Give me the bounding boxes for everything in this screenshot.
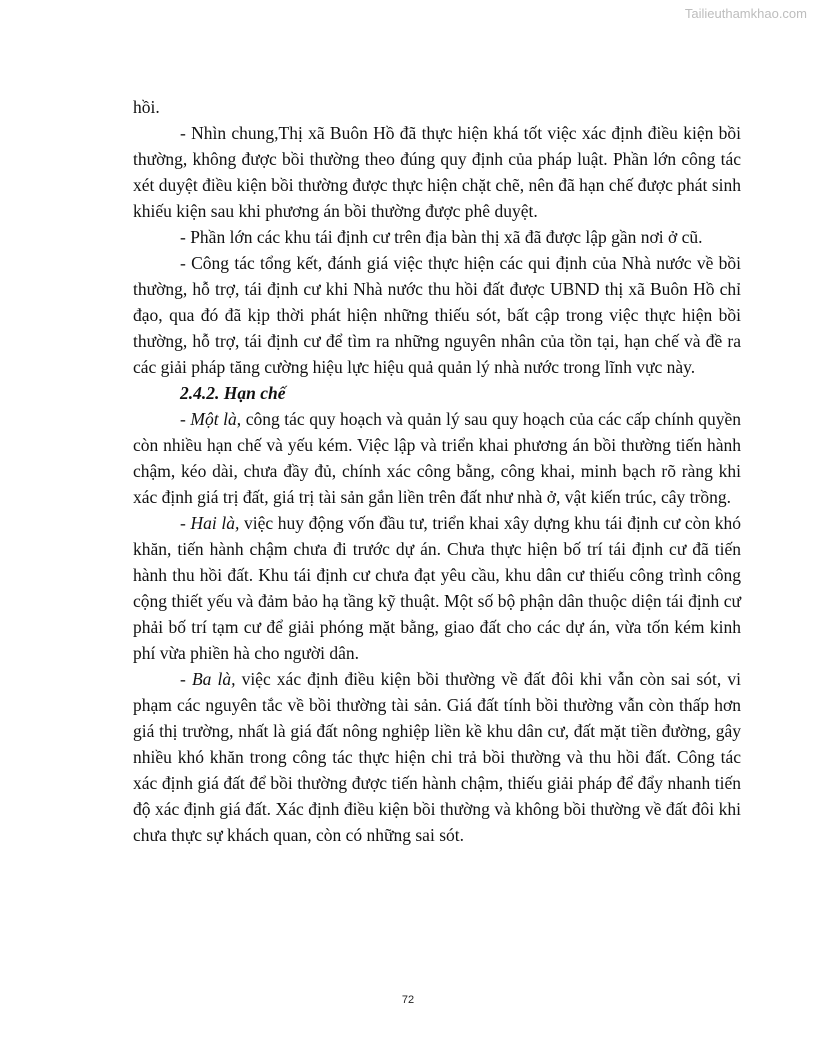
limitation-text: việc xác định điều kiện bồi thường về đất đôi khi vẫn còn sai sót, vi phạm các nguyên tắc về bồi thường tài sản. Giá đất tính bồi thường vẫn còn thấp hơn giá thị trường, nhất là giá đất nông nghiệp liền kề khu dân cư, đất mặt tiền đường, gây nhiều khó khăn trong công tác thực hiện chi trả bồi thường và thu hồi đất. Công tác xác định giá đất để bồi thường được tiến hành chậm, thiếu giải pháp để đẩy nhanh tiến độ xác định giá đất. Xác định điều kiện bồi thường và không bồi thường về đất đôi khi chưa thực sự khách quan, còn có những sai sót. [133, 669, 742, 845]
watermark: Tailieuthamkhao.com [684, 6, 807, 21]
limitation-lead: Một là [190, 409, 237, 429]
limitation-lead: Hai là, [190, 513, 240, 533]
paragraph-overview: - Nhìn chung,Thị xã Buôn Hồ đã thực hiện khá tốt việc xác định điều kiện bồi thường, không được bồi thường theo đúng quy định của pháp luật. Phần lớn công tác xét duyệt điều kiện bồi thường được thực hiện chặt chẽ, nên đã hạn chế được phát sinh khiếu kiện sau khi phương án bồi thường được phê duyệt. [133, 123, 741, 221]
limitation-text: , công tác quy hoạch và quản lý sau quy hoạch của các cấp chính quyền còn nhiều hạn chế và yếu kém. Việc lập và triển khai phương án bồi thường tiến hành chậm, kéo dài, chưa đầy đủ, chính xác công bằng, công khai, minh bạch rõ ràng khi xác định giá trị đất, giá trị tài sản gắn liền trên đất như nhà ở, vật kiến trúc, cây trồng. [133, 409, 741, 507]
paragraph-review: - Công tác tổng kết, đánh giá việc thực hiện các qui định của Nhà nước về bồi thường, hỗ trợ, tái định cư khi Nhà nước thu hồi đất được UBND thị xã Buôn Hồ chỉ đạo, qua đó đã kịp thời phát hiện những thiếu sót, bất cập trong việc thực hiện bồi thường, hỗ trợ, tái định cư để tìm ra những nguyên nhân của tồn tại, hạn chế và đề ra các giải pháp tăng cường hiệu lực hiệu quả quản lý nhà nước trong lĩnh vực này. [133, 253, 741, 377]
limitation-prefix: - [180, 513, 191, 533]
limitation-prefix: - [180, 669, 192, 689]
limitation-one [133, 406, 741, 510]
paragraph-resettlement: - Phần lớn các khu tái định cư trên địa bàn thị xã đã được lập gần nơi ở cũ. [180, 227, 703, 247]
paragraph-continuation: hồi. [133, 97, 160, 117]
limitation-two [133, 510, 741, 666]
page-body [133, 94, 741, 848]
limitation-lead: Ba là, [191, 669, 236, 689]
limitation-prefix: - [180, 409, 191, 429]
page-number: 72 [401, 994, 415, 1006]
section-heading: 2.4.2. Hạn chế [180, 383, 286, 403]
limitation-text: việc huy động vốn đầu tư, triển khai xây dựng khu tái định cư còn khó khăn, tiến hành chậm chưa đi trước dự án. Chưa thực hiện bố trí tái định cư đã tiến hành thu hồi đất. Khu tái định cư chưa đạt yêu cầu, khu dân cư thiếu công trình công cộng thiết yếu và đảm bảo hạ tầng kỹ thuật. Một số bộ phận dân thuộc diện tái định cư phải bố trí tạm cư để giải phóng mặt bằng, giao đất cho các dự án, vừa tốn kém kinh phí vừa phiền hà cho người dân. [133, 513, 741, 663]
limitation-three [133, 666, 741, 848]
